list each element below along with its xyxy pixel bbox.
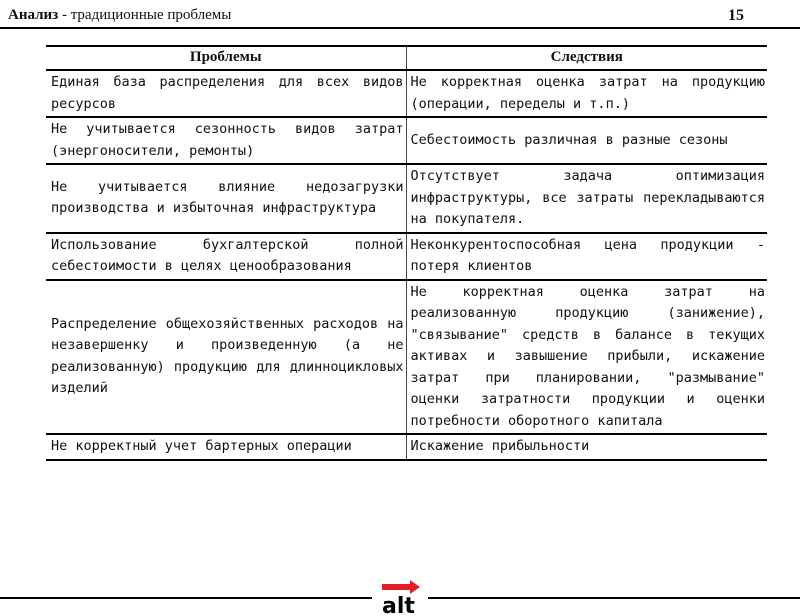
column-header-consequences: Следствия <box>406 46 767 70</box>
problem-cell: Распределение общехозяйственных расходов на незавершенку и произведенную (а не реализованную) продукцию для длинноцикловых изделий <box>46 280 406 435</box>
consequence-cell: Искажение прибыльности <box>406 434 767 460</box>
table-row <box>46 280 767 435</box>
logo-arrow-icon <box>382 580 420 594</box>
slide-header <box>0 0 800 30</box>
column-header-problems: Проблемы <box>46 46 406 70</box>
table-header-row <box>46 46 767 70</box>
page-number: 15 <box>728 7 744 24</box>
consequence-cell: Себестоимость различная в разные сезоны <box>406 117 767 164</box>
consequence-cell: Не корректная оценка затрат на продукцию (операции, переделы и т.п.) <box>406 70 767 117</box>
logo-text: alt <box>382 594 415 616</box>
table-row <box>46 70 767 117</box>
problem-cell: Не учитывается сезонность видов затрат (энергоносители, ремонты) <box>46 117 406 164</box>
problem-cell: Единая база распределения для всех видов ресурсов <box>46 70 406 117</box>
alt-logo <box>380 580 422 616</box>
consequence-cell: Не корректная оценка затрат на реализованную продукцию (занижение), "связывание" средств в балансе в текущих активах и завышение прибыли, искажение затрат при планировании, "размывание" оценки затратности продукции и оценки потребности оборотного капитала <box>406 280 767 435</box>
table-row <box>46 164 767 233</box>
slide-title <box>8 7 231 24</box>
consequence-cell: Неконкурентоспособная цена продукции - потеря клиентов <box>406 233 767 280</box>
header-divider <box>0 27 800 29</box>
problems-table <box>46 45 767 461</box>
slide-title-bold: Анализ <box>8 7 59 23</box>
problem-cell: Не учитывается влияние недозагрузки производства и избыточная инфраструктура <box>46 164 406 233</box>
footer-divider-left <box>0 597 372 599</box>
table-row <box>46 233 767 280</box>
consequence-cell: Отсутствует задача оптимизация инфраструктуры, все затраты перекладываются на покупателя. <box>406 164 767 233</box>
table-row <box>46 434 767 460</box>
problem-cell: Не корректный учет бартерных операции <box>46 434 406 460</box>
slide-title-rest: - традиционные проблемы <box>58 7 232 23</box>
footer-divider-right <box>428 597 800 599</box>
table-row <box>46 117 767 164</box>
problem-cell: Использование бухгалтерской полной себестоимости в целях ценообразования <box>46 233 406 280</box>
